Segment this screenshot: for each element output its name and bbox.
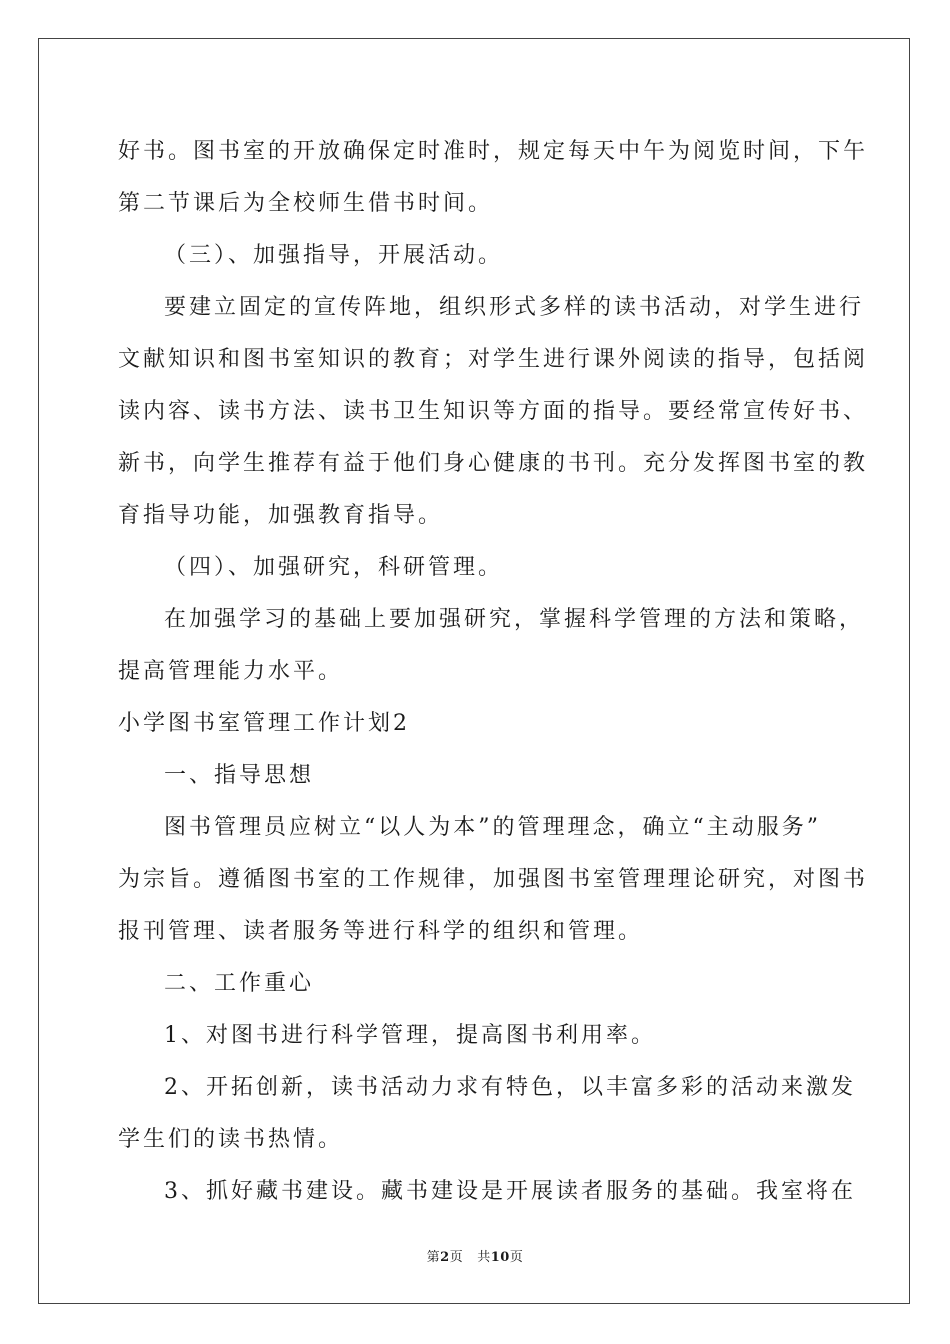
text-line: 育指导功能，加强教育指导。 <box>118 503 444 528</box>
text-line: 提高管理能力水平。 <box>118 659 344 684</box>
text-line: 文献知识和图书室知识的教育；对学生进行课外阅读的指导，包括阅 <box>118 347 869 372</box>
document-title: 小学图书室管理工作计划2 <box>118 711 410 736</box>
text-line: 图书管理员应树立“以人为本”的管理理念，确立“主动服务” <box>164 815 821 840</box>
list-item: 3、抓好藏书建设。藏书建设是开展读者服务的基础。我室将在 <box>164 1179 856 1204</box>
page-number: 2 <box>440 1250 450 1265</box>
list-item: 2、开拓创新，读书活动力求有特色，以丰富多彩的活动来激发 <box>164 1075 856 1100</box>
text-line: 第二节课后为全校师生借书时间。 <box>118 191 494 216</box>
section-heading: 二、工作重心 <box>164 971 315 996</box>
text-line: 好书。图书室的开放确保定时准时，规定每天中午为阅览时间，下午 <box>118 139 869 164</box>
section-heading: 一、指导思想 <box>164 763 315 788</box>
total-pages: 10 <box>490 1250 510 1265</box>
page-prefix: 第 <box>426 1250 441 1265</box>
text-line: 报刊管理、读者服务等进行科学的组织和管理。 <box>118 919 644 944</box>
text-line: 新书，向学生推荐有益于他们身心健康的书刊。充分发挥图书室的教 <box>118 451 869 476</box>
page-suffix: 页 <box>449 1250 464 1265</box>
text-line: 读内容、读书方法、读书卫生知识等方面的指导。要经常宣传好书、 <box>118 399 869 424</box>
text-line: 学生们的读书热情。 <box>118 1127 344 1152</box>
section-heading: （三）、加强指导，开展活动。 <box>164 243 504 268</box>
page-footer <box>0 1246 950 1265</box>
text-line: 要建立固定的宣传阵地，组织形式多样的读书活动，对学生进行 <box>164 295 865 320</box>
list-item: 1、对图书进行科学管理，提高图书利用率。 <box>164 1023 656 1048</box>
total-suffix: 页 <box>509 1250 524 1265</box>
text-line: 在加强学习的基础上要加强研究，掌握科学管理的方法和策略， <box>164 607 865 632</box>
section-heading: （四）、加强研究，科研管理。 <box>164 555 504 580</box>
total-prefix: 共 <box>477 1250 491 1265</box>
document-body <box>118 126 869 1218</box>
text-line: 为宗旨。遵循图书室的工作规律，加强图书室管理理论研究，对图书 <box>118 867 869 892</box>
